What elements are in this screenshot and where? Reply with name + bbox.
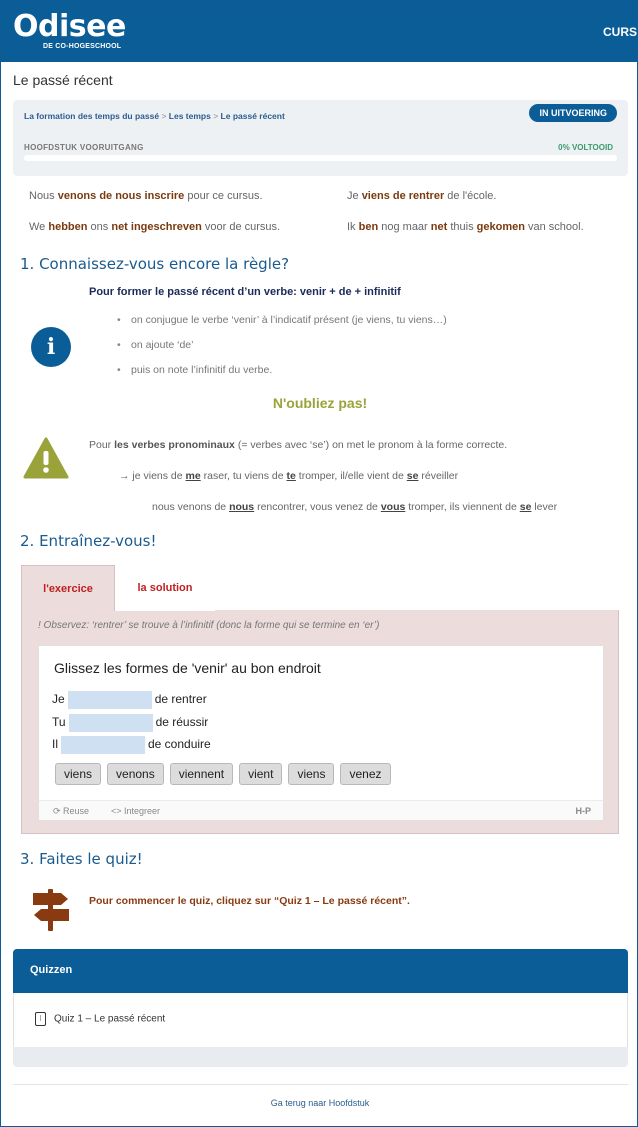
quizzen-panel xyxy=(13,949,628,1067)
breadcrumb-item[interactable]: Le passé récent xyxy=(220,111,285,121)
page-title: Le passé récent xyxy=(13,72,113,88)
nav-cursus-link[interactable]: CURS xyxy=(602,25,637,39)
draggable-word[interactable]: viens xyxy=(288,763,334,785)
draggable-word[interactable]: venez xyxy=(340,763,390,785)
quiz-link-label: Quiz 1 – Le passé récent xyxy=(54,1013,166,1025)
exercise-row: Tu de réussir xyxy=(52,714,208,732)
quiz-link[interactable] xyxy=(35,1012,165,1026)
reminder-heading: N'oubliez pas! xyxy=(272,395,368,411)
example-sentence-nl-2: Ik ben nog maar net thuis gekomen van school. xyxy=(347,221,584,233)
tab-strip xyxy=(215,564,621,610)
embed-button[interactable]: <> Integreer xyxy=(111,806,161,816)
progress-label: HOOFDSTUK VOORUITGANG xyxy=(24,143,144,152)
info-icon: i xyxy=(31,327,71,367)
breadcrumb-item[interactable]: Les temps xyxy=(168,111,211,121)
rule-list-item: • on ajoute ‘de’ xyxy=(117,339,447,364)
signpost-icon xyxy=(31,887,71,933)
draggable-word[interactable]: vient xyxy=(239,763,282,785)
drop-zone[interactable] xyxy=(68,691,152,709)
quiz-instruction: Pour commencer le quiz, cliquez sur “Quiz 1 – Le passé récent”. xyxy=(89,895,410,907)
tab-solution[interactable]: la solution xyxy=(115,565,215,611)
section-title-rule: 1. Connaissez-vous encore la règle? xyxy=(20,255,290,273)
quizzen-list xyxy=(13,993,628,1047)
quiz-document-icon: ⁝ xyxy=(35,1012,46,1026)
exercise-note: ! Observez: ‘rentrer’ se trouve à l’infinitif (donc la forme qui se termine en ‘er’) xyxy=(38,620,380,631)
tab-exercice[interactable]: l'exercice xyxy=(21,565,115,611)
section-title-exercise: 2. Entraînez-vous! xyxy=(20,532,157,550)
rule-list xyxy=(117,314,447,389)
pronominal-example-line-2: nous venons de nous rencontrer, vous venez de vous tromper, ils viennent de se lever xyxy=(152,501,558,513)
drop-zone[interactable] xyxy=(61,736,145,754)
progress-percentage: 0% VOLTOOID xyxy=(558,143,613,152)
draggable-word[interactable]: viens xyxy=(55,763,101,785)
rule-heading: Pour former le passé récent d’un verbe: venir + de + infinitif xyxy=(89,286,401,298)
draggable-words xyxy=(55,763,397,785)
breadcrumb xyxy=(24,111,285,121)
logo-wordmark: Odisee xyxy=(13,9,126,44)
breadcrumb-item[interactable]: La formation des temps du passé xyxy=(24,111,160,121)
draggable-word[interactable]: viennent xyxy=(170,763,233,785)
exercise-row: Je de rentrer xyxy=(52,691,207,709)
example-sentence-fr-2: Je viens de rentrer de l'école. xyxy=(347,190,497,202)
exercise-row: Il de conduire xyxy=(52,736,211,754)
rule-list-item: • on conjugue le verbe ‘venir’ à l’indicatif présent (je viens, tu viens…) xyxy=(117,314,447,339)
logo-subtitle: DE CO-HOGESCHOOL xyxy=(43,43,122,50)
back-to-chapter-link[interactable]: Ga terug naar Hoofdstuk xyxy=(270,1098,370,1108)
warning-icon xyxy=(23,437,69,479)
h5p-logo[interactable]: H-P xyxy=(575,806,591,816)
example-sentence-fr-1: Nous venons de nous inscrire pour ce cursus. xyxy=(29,190,263,202)
pronominal-example-line-1: → je viens de me raser, tu viens de te tromper, il/elle vient de se réveiller xyxy=(119,470,459,482)
footer-divider xyxy=(13,1084,628,1085)
quizzen-header: Quizzen xyxy=(13,949,628,993)
rule-list-item: • puis on note l’infinitif du verbe. xyxy=(117,364,447,389)
draggable-word[interactable]: venons xyxy=(107,763,164,785)
breadcrumb-separator: > xyxy=(213,111,221,121)
progress-bar xyxy=(24,155,617,161)
section-title-quiz: 3. Faites le quiz! xyxy=(20,850,143,868)
odisee-logo[interactable] xyxy=(13,11,126,50)
breadcrumb-separator: > xyxy=(161,111,169,121)
top-header xyxy=(1,1,637,62)
status-badge: IN UITVOERING xyxy=(529,104,617,122)
example-sentence-nl-1: We hebben ons net ingeschreven voor de cursus. xyxy=(29,221,281,233)
h5p-drag-words-widget xyxy=(38,645,604,821)
exercise-question: Glissez les formes de 'venir' au bon endroit xyxy=(54,660,321,676)
reuse-button[interactable]: ⟳ Reuse xyxy=(53,806,90,816)
drop-zone[interactable] xyxy=(69,714,153,732)
pronominal-rule-text: Pour les verbes pronominaux (= verbes avec ‘se’) on met le pronom à la forme correcte. xyxy=(89,439,508,451)
chapter-progress-panel xyxy=(13,100,628,176)
h5p-footer xyxy=(39,800,603,820)
